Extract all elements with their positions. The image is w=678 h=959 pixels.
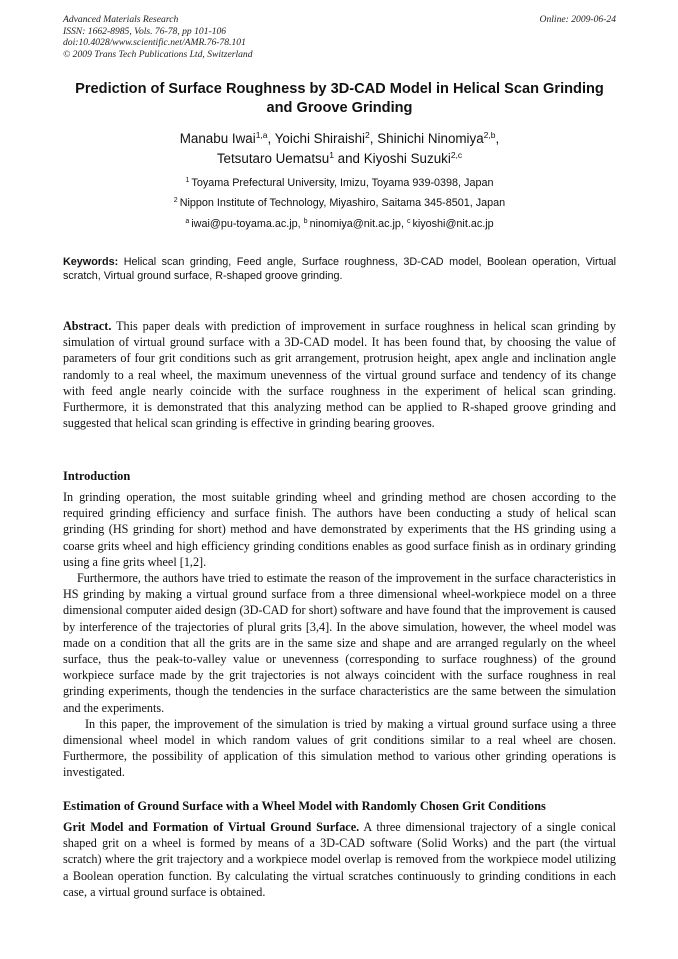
abstract-label: Abstract.: [63, 319, 112, 333]
introduction-heading: Introduction: [63, 469, 131, 483]
section-text: A three dimensional trajectory of a single conical shaped grit on a wheel is formed by means of a 3D-CAD software (Solid Works) and the part (the virtual scratch) where the grit trajectory and a workpiece model overlap is removed from the workpiece model utilizing a Boolean operation function. By calculating the virtual scratches continuously to grinding conditions in each case, a virtual ground surface is obtained.: [63, 820, 616, 899]
journal-name: Advanced Materials Research: [63, 14, 179, 25]
keywords-label: Keywords:: [63, 256, 119, 268]
introduction-body: [63, 489, 616, 781]
paragraph: In this paper, the improvement of the simulation is tried by making a virtual ground surface using a three dimensional wheel model in which random values of grit conditions similar to a real wheel are chosen. Furthermore, the possibility of application of this simulation method to various other grinding operations is investigated.: [63, 716, 616, 780]
keywords-text: Helical scan grinding, Feed angle, Surface roughness, 3D-CAD model, Boolean operation, Virtual scratch, Virtual ground surface, R-shaped groove grinding.: [63, 256, 617, 282]
paragraph: Furthermore, the authors have tried to estimate the reason of the improvement in the surface characteristics in HS grinding by making a virtual ground surface from a three dimensional wheel-workpiece model on a three dimensional computer aided design (3D-CAD for short) software and have found that the improvement is caused by interference of the trajectories of plural grits [3,4]. In the above simulation, however, the wheel model was made on a condition that all the grits are in the same size and shape and are arranged regularly on the wheel surface, thus the peak-to-valley value or unevenness (corresponding to surface roughness) of the ground workpiece surface made by the grit trajectories is not always coincident with the surface roughness in real grinding experiments, though the tendencies in the surface characteristics are the same between the simulation and the experiments.: [63, 571, 616, 715]
author: Manabu Iwai$^{1,a}$,: [179, 130, 275, 146]
affiliation-1: $^1$ Toyama Prefectural University, Imizu, Toyama 939-0398, Japan: [185, 177, 494, 189]
author: Tetsutaro Uematsu$^1$ and: [216, 150, 364, 166]
online-date: Online: 2009-06-24: [539, 14, 616, 25]
abstract-text: This paper deals with prediction of improvement in surface roughness in helical scan grinding by simulation of virtual ground surface with a 3D-CAD model. It has been found that, by choosing the value of parameters of four grit conditions such as grit arrangement, protrusion height, apex angle and inclination angle randomly to a real wheel, the maximum unevenness of the virtual ground surface and tendency of its change with feed angle nearly coincide with the surface roughness in the experiment of helical scan grinding. Furthermore, it is demonstrated that this analyzing method can be applied to R-shaped groove grinding and suggested that helical scan grinding is effective in grinding bearing grooves.: [63, 319, 617, 431]
subsection-heading: Grit Model and Formation of Virtual Ground Surface.: [63, 820, 360, 834]
author: Yoichi Shiraishi$^2$,: [274, 130, 378, 146]
paper-title: Prediction of Surface Roughness by 3D-CAD Model in Helical Scan Grinding and Groove Grinding: [75, 81, 604, 116]
email-link[interactable]: kiyoshi@nit.ac.jp: [412, 218, 494, 230]
keywords: [63, 255, 616, 283]
doi-line: doi:10.4028/www.scientific.net/AMR.76-78.101: [63, 37, 246, 49]
paragraph: In grinding operation, the most suitable grinding wheel and grinding method are chosen according to the required grinding efficiency and surface finish. The authors have been conducting a study of helical scan grinding (HS grinding for short) method and have demonstrated by experiments that the HS grinding using a coarse grits wheel and high efficiency grinding conditions enables as good surface finish as in ordinary grinding using a fine grits wheel [1,2].: [63, 490, 616, 569]
email-link[interactable]: iwai@pu-toyama.ac.jp,: [191, 218, 304, 230]
journal-header: [63, 14, 616, 60]
abstract: [63, 318, 616, 431]
copyright-line: © 2009 Trans Tech Publications Ltd, Switzerland: [63, 48, 253, 60]
author-list: [63, 129, 616, 169]
email-line: $^a$ iwai@pu-toyama.ac.jp, $^b$ ninomiya@nit.ac.jp, $^c$ kiyoshi@nit.ac.jp: [185, 218, 494, 230]
issn-line: ISSN: 1662-8985, Vols. 76-78, pp 101-106: [63, 25, 227, 37]
email-link[interactable]: ninomiya@nit.ac.jp,: [309, 218, 407, 230]
affiliation-2: $^2$ Nippon Institute of Technology, Miyashiro, Saitama 345-8501, Japan: [173, 197, 506, 209]
section-heading: Estimation of Ground Surface with a Wheel Model with Randomly Chosen Grit Conditions: [63, 799, 546, 813]
author: Kiyoshi Suzuki$^{2,c}$: [363, 150, 463, 166]
author: Shinichi Ninomiya$^{2,b}$,: [377, 130, 500, 146]
section-body: [63, 819, 616, 900]
